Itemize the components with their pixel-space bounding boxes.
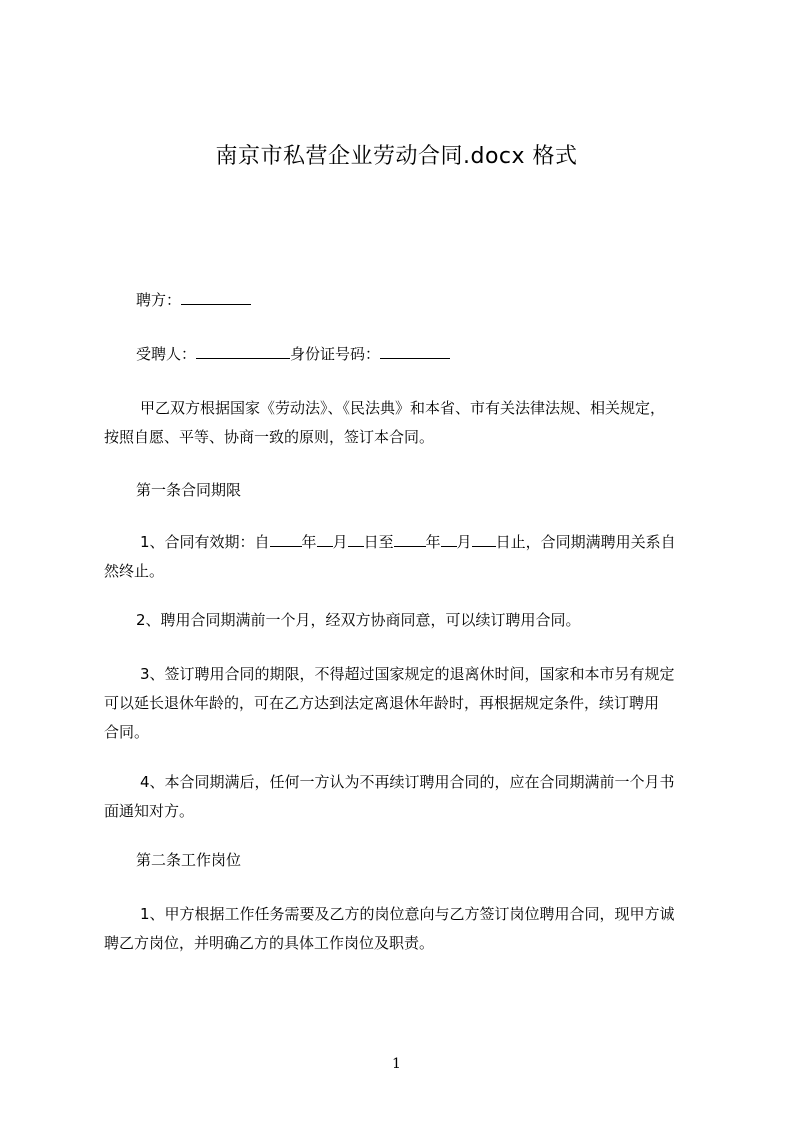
- end-month-label: 月: [456, 533, 472, 551]
- hirer-label: 聘方：: [136, 291, 182, 309]
- article-1-clause-2: 2、聘用合同期满前一个月，经双方协商同意，可以续订聘用合同。: [136, 611, 581, 629]
- id-blank: [380, 342, 450, 359]
- end-day-label: 日止，合同期满聘用关系自: [495, 533, 676, 551]
- id-label: 身份证号码：: [290, 345, 381, 363]
- end-year-blank: [394, 530, 426, 547]
- start-day-label: 日至: [363, 533, 394, 551]
- hirer-blank: [181, 288, 251, 305]
- start-year-label: 年: [301, 533, 317, 551]
- clause-4-line-2: 面通知对方。: [104, 802, 195, 820]
- start-year-blank: [270, 530, 302, 547]
- start-month-blank: [317, 530, 333, 547]
- intro-line-1: 甲乙双方根据国家《劳动法》、《民法典》和本省、市有关法律法规、相关规定，: [140, 399, 666, 417]
- article-2-clause-1-line-1: 1、甲方根据工作任务需要及乙方的岗位意向与乙方签订岗位聘用合同，现甲方诚: [140, 905, 675, 923]
- end-day-blank: [472, 530, 496, 547]
- employee-blank: [196, 342, 290, 359]
- article-1-clause-3: [104, 660, 718, 747]
- employee-line: [104, 340, 750, 369]
- document-title: 南京市私营企业劳动合同.docx 格式: [215, 144, 578, 169]
- end-year-label: 年: [425, 533, 441, 551]
- article-1-clause-1: [104, 528, 718, 586]
- employee-label: 受聘人：: [136, 345, 197, 363]
- intro-paragraph: [104, 394, 718, 452]
- clause-3-line-1: 3、签订聘用合同的期限，不得超过国家规定的退离休时间，国家和本市另有规定: [140, 665, 675, 683]
- article-1-heading: 第一条合同期限: [136, 481, 242, 499]
- hirer-line: [104, 286, 750, 315]
- clause-3-line-2: 可以延长退休年龄的，可在乙方达到法定离退休年龄时，再根据规定条件，续订聘用: [104, 694, 660, 712]
- article-2-clause-1: [104, 900, 718, 958]
- clause-1-prefix: 1、合同有效期：自: [140, 533, 270, 551]
- article-2-clause-1-line-2: 聘乙方岗位，并明确乙方的具体工作岗位及职责。: [104, 934, 435, 952]
- clause-4-line-1: 4、本合同期满后，任何一方认为不再续订聘用合同的，应在合同期满前一个月书: [140, 773, 675, 791]
- article-1-clause-4: [104, 768, 718, 826]
- intro-line-2: 按照自愿、平等、协商一致的原则，签订本合同。: [104, 428, 435, 446]
- article-2-heading: 第二条工作岗位: [136, 851, 242, 869]
- start-month-label: 月: [332, 533, 348, 551]
- start-day-blank: [348, 530, 364, 547]
- clause-3-line-3: 合同。: [104, 723, 150, 741]
- end-month-blank: [441, 530, 457, 547]
- clause-1-line-1: [104, 528, 718, 557]
- page-number: 1: [392, 1056, 401, 1072]
- clause-1-line-2: 然终止。: [104, 562, 165, 580]
